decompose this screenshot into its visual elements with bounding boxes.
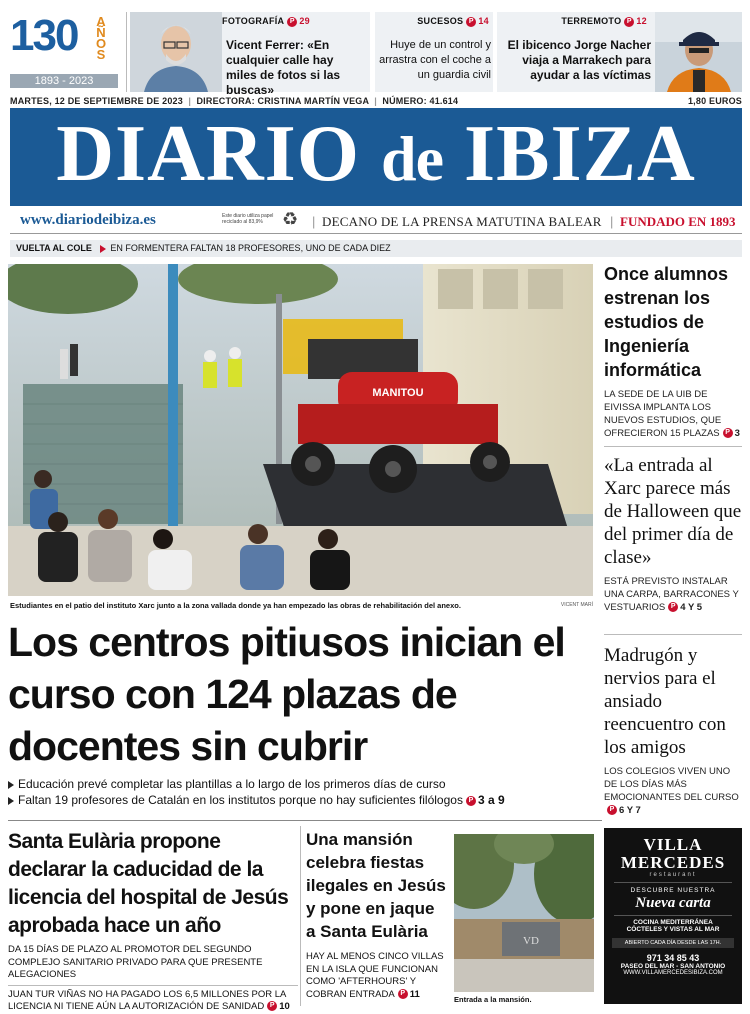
issue-number: NÚMERO: 41.614 [382,96,459,106]
ad-line-2: Nueva carta [635,895,711,911]
sidebar-story-3[interactable] [604,644,742,817]
sidebar-sub: ESTÁ PREVISTO INSTALAR UNA CARPA, BARRACONES Y VESTUARIOSP 4 Y 5 [604,575,742,614]
ad-address: PASEO DEL MAR - SAN ANTONIO [620,963,726,970]
main-headline[interactable]: Los centros pitiusos inician el curso con 124 plazas de docentes sin cubrir [8,619,565,769]
ad-line-3: COCINA MEDITERRÁNEA [633,919,713,926]
teaser-photo-portrait [130,12,222,92]
page-icon [287,17,297,27]
anniversary-years: 1893 - 2023 [10,74,118,88]
story-hospital[interactable] [8,828,298,1014]
story-mansion[interactable] [306,828,448,1001]
kicker-label: VUELTA AL COLE [16,243,92,253]
anniversary-number: 130 [10,11,78,60]
mansion-photo [454,834,594,992]
sidebar-sub: LOS COLEGIOS VIVEN UNO DE LOS DÍAS MÁS EMOCIONANTES DEL CURSOP6 Y 7 [604,765,742,817]
page-icon [607,805,617,815]
page-icon [624,17,634,27]
ad-villa-mercedes[interactable] [604,828,742,1004]
ad-hours: ABIERTO CADA DÍA DESDE LAS 17H. [612,938,734,948]
teaser-section: FOTOGRAFÍAP 29 [222,16,310,27]
teaser-fotografia[interactable] [130,12,370,97]
arrow-icon [8,781,14,789]
main-bullet-1: Educación prevé completar las plantillas a lo largo de los primeros días de curso [8,776,598,792]
teaser-text: Huye de un control y arrastra con el coche a un guardia civil [379,39,491,81]
sidebar-title: Once alumnos estrenan los estudios de Ingeniería informática [604,264,729,380]
arrow-icon [8,797,14,805]
teaser-terremoto[interactable] [497,12,742,92]
teaser-text: Vicent Ferrer: «En cualquier calle hay miles de fotos si las buscas» [226,38,341,97]
page-icon [267,1001,277,1011]
ad-type: restaurant [649,872,697,878]
sidebar-story-2[interactable] [604,454,742,614]
recycle-icon: ♻ [282,209,299,229]
tagline-bar: www.diariodeibiza.es Este diario utiliza papel reciclado al 83,9% ♻ | DECANO DE LA PRENSA MATUTINA BALEAR | FUNDADO EN 1893 [10,208,742,234]
recycle-note: Este diario utiliza papel reciclado al 83,9% [222,213,274,225]
teaser-text: El ibicenco Jorge Nacher viaja a Marrakech para ayudar a las víctimas [507,38,651,82]
sidebar-sub: LA SEDE DE LA UIB DE EIVISSA IMPLANTA LOS NUEVOS ESTUDIOS, QUE OFRECIERON 15 PLAZASP 3 [604,388,742,440]
story-sub-1: DA 15 DÍAS DE PLAZO AL PROMOTOR DEL SEGUNDO COMPLEJO SANITARIO PRIVADO PARA QUE PRESENTE ALEGACIONES [8,944,263,980]
teaser-sucesos[interactable] [375,12,493,92]
story-headline: Una mansión celebra fiestas ilegales en Jesús y pone en jaque a Santa Eulària [306,830,446,941]
ad-line-4: CÓCTELES Y VISTAS AL MAR [626,926,720,933]
date: MARTES, 12 DE SEPTIEMBRE DE 2023 [10,96,183,106]
director: DIRECTORA: CRISTINA MARTÍN VEGA [196,96,369,106]
page-icon [723,428,733,438]
ad-web: WWW.VILLAMERCEDESIBIZA.COM [623,970,723,976]
teaser-section: TERREMOTOP 12 [561,16,647,27]
page-icon [466,796,476,806]
kicker-text: EN FORMENTERA FALTAN 18 PROFESORES, UNO DE CADA DIEZ [110,243,391,253]
kicker-bar [10,240,742,257]
masthead-title: DIARIO de IBIZA [56,110,696,198]
teaser-photo-man [655,12,742,92]
ad-line-1: DESCUBRE NUESTRA [630,887,716,894]
sidebar-story-1[interactable] [604,262,742,440]
page-icon [466,17,476,27]
story-sub: HAY AL MENOS CINCO VILLAS EN LA ISLA QUE FUNCIONAN COMO 'AFTERHOURS' Y COBRAN ENTRADAP 11 [306,951,448,1001]
dateline: MARTES, 12 DE SEPTIEMBRE DE 2023 | DIRECTORA: CRISTINA MARTÍN VEGA | NÚMERO: 41.614 1,80 EUROS [10,96,742,106]
page-icon [668,602,678,612]
motto: DECANO DE LA PRENSA MATUTINA BALEAR [322,214,602,229]
masthead [10,108,742,206]
sidebar-title: «La entrada al Xarc parece más de Halloween que del primer día de clase» [604,455,742,568]
photo-caption: Estudiantes en el patio del instituto Xarc junto a la zona vallada donde ya han empezado las obras de rehabilitación del anexo. [10,601,461,610]
ad-name-2: MERCEDES [620,853,726,872]
ad-phone: 971 34 85 43 [646,953,700,963]
arrow-icon [100,245,106,253]
machine-brand: MANITOU [372,387,424,399]
sidebar-title: Madrugón y nervios para el ansiado reencuentro con los amigos [604,645,726,758]
svg-text:VD: VD [523,935,539,947]
story-headline: Santa Eulària propone declarar la caducidad de la licencia del hospital de Jesús aprobada hace un año [8,830,289,937]
mansion-photo-caption: Entrada a la mansión. [454,995,532,1004]
ad-name-1: VILLA [643,835,703,854]
website-url[interactable]: www.diariodeibiza.es [20,212,156,228]
photo-credit: VICENT MARÍ [560,602,593,608]
founded: FUNDADO EN 1893 [620,214,736,229]
main-photo [8,264,593,596]
main-bullet-2: Faltan 19 profesores de Catalán en los institutos porque no hay suficientes filólogosP 3 a 9 [8,792,598,808]
page-icon [398,989,408,999]
price: 1,80 EUROS [687,96,742,106]
anniversary-label: AÑOS [95,14,107,62]
teaser-section: SUCESOSP 14 [417,16,489,27]
story-sub-2: JUAN TUR VIÑAS NO HA PAGADO LOS 6,5 MILLONES POR LA LICENCIA NI TIENE AÚN LA AUTORIZACIÓN DE SANIDADP 10 [8,989,298,1014]
anniversary-badge [10,10,118,90]
